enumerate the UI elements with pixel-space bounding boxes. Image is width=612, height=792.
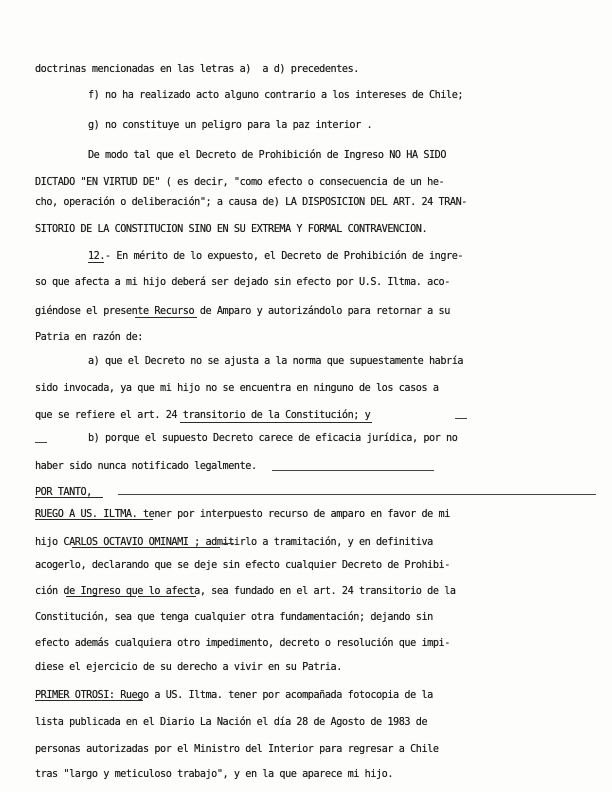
underline-rule — [35, 700, 143, 701]
underline-rule — [88, 262, 104, 263]
text-line: efecto además cualquiera otro impedimento, decreto o resolución que impi- — [35, 638, 450, 649]
text-line: diese el ejercicio de su derecho a vivir en su Patria. — [35, 662, 342, 673]
text-line: De modo tal que el Decreto de Prohibición de Ingreso NO HA SIDO — [88, 150, 447, 161]
filler-dash — [118, 494, 596, 495]
text-line: b) porque el supuesto Decreto carece de eficacia jurídica, por no — [88, 433, 458, 444]
text-line: f) no ha realizado acto alguno contrario a los intereses de Chile; — [88, 90, 464, 101]
underline-rule — [66, 596, 136, 597]
filler-dash — [455, 418, 467, 419]
text-line: g) no constituye un peligro para la paz interior . — [88, 120, 373, 131]
text-line: RUEGO A US. ILTMA. tener por interpuesto recurso de amparo en favor de mi — [35, 509, 450, 520]
text-line: doctrinas mencionadas en las letras a) a d) precedentes. — [35, 64, 359, 75]
underline-rule — [35, 519, 153, 520]
underline-rule — [180, 422, 372, 423]
filler-dash — [222, 543, 234, 544]
text-line: lista publicada en el Diario La Nación el día 28 de Agosto de 1983 de — [35, 717, 428, 728]
text-line: Constitución, sea que tenga cualquier otra fundamentación; dejando sin — [35, 612, 433, 623]
text-line: haber sido nunca notificado legalmente. — [35, 461, 257, 472]
text-line: Patria en razón de: — [35, 332, 143, 343]
text-line: hijo CARLOS OCTAVIO OMINAMI ; admitirlo a tramitación, y en definitiva — [35, 537, 433, 548]
text-line: so que afecta a mi hijo deberá ser dejado sin efecto por U.S. Iltma. aco- — [35, 277, 450, 288]
filler-dash — [35, 442, 47, 443]
filler-dash — [272, 470, 434, 471]
text-line: acogerlo, declarando que se deje sin efecto cualquier Decreto de Prohibi- — [35, 560, 450, 571]
text-line: SITORIO DE LA CONSTITUCION SINO EN SU EXTREMA Y FORMAL CONTRAVENCION. — [35, 224, 428, 235]
underline-rule — [72, 547, 220, 548]
text-line: DICTADO "EN VIRTUD DE" ( es decir, "como efecto o consecuencia de un he- — [35, 177, 445, 188]
underline-rule — [35, 497, 103, 498]
text-line: personas autorizadas por el Ministro del Interior para regresar a Chile — [35, 744, 439, 755]
underline-rule — [138, 596, 196, 597]
text-line: sido invocada, ya que mi hijo no se encuentra en ninguno de los casos a — [35, 383, 439, 394]
text-line: tras "largo y meticuloso trabajo", y en la que aparece mi hijo. — [35, 769, 394, 780]
text-line: PRIMER OTROSI: Ruego a US. Iltma. tener por acompañada fotocopia de la — [35, 690, 433, 701]
underline-rule — [135, 317, 197, 318]
text-line: que se refiere el art. 24 transitorio de la Constitución; y — [35, 410, 371, 421]
heading-por-tanto: POR TANTO, — [35, 487, 92, 498]
text-line: giéndose el presente Recurso de Amparo y autorizándolo para retornar a su — [35, 306, 450, 317]
text-line: 12.- En mérito de lo expuesto, el Decreto de Prohibición de ingre- — [88, 251, 464, 262]
text-line: cho, operación o deliberación"; a causa de) LA DISPOSICION DEL ART. 24 TRAN- — [35, 197, 467, 208]
text-line: ción de Ingreso que lo afecta, sea fundado en el art. 24 transitorio de la — [35, 586, 456, 597]
text-line: a) que el Decreto no se ajusta a la norma que supuestamente habría — [88, 356, 464, 367]
